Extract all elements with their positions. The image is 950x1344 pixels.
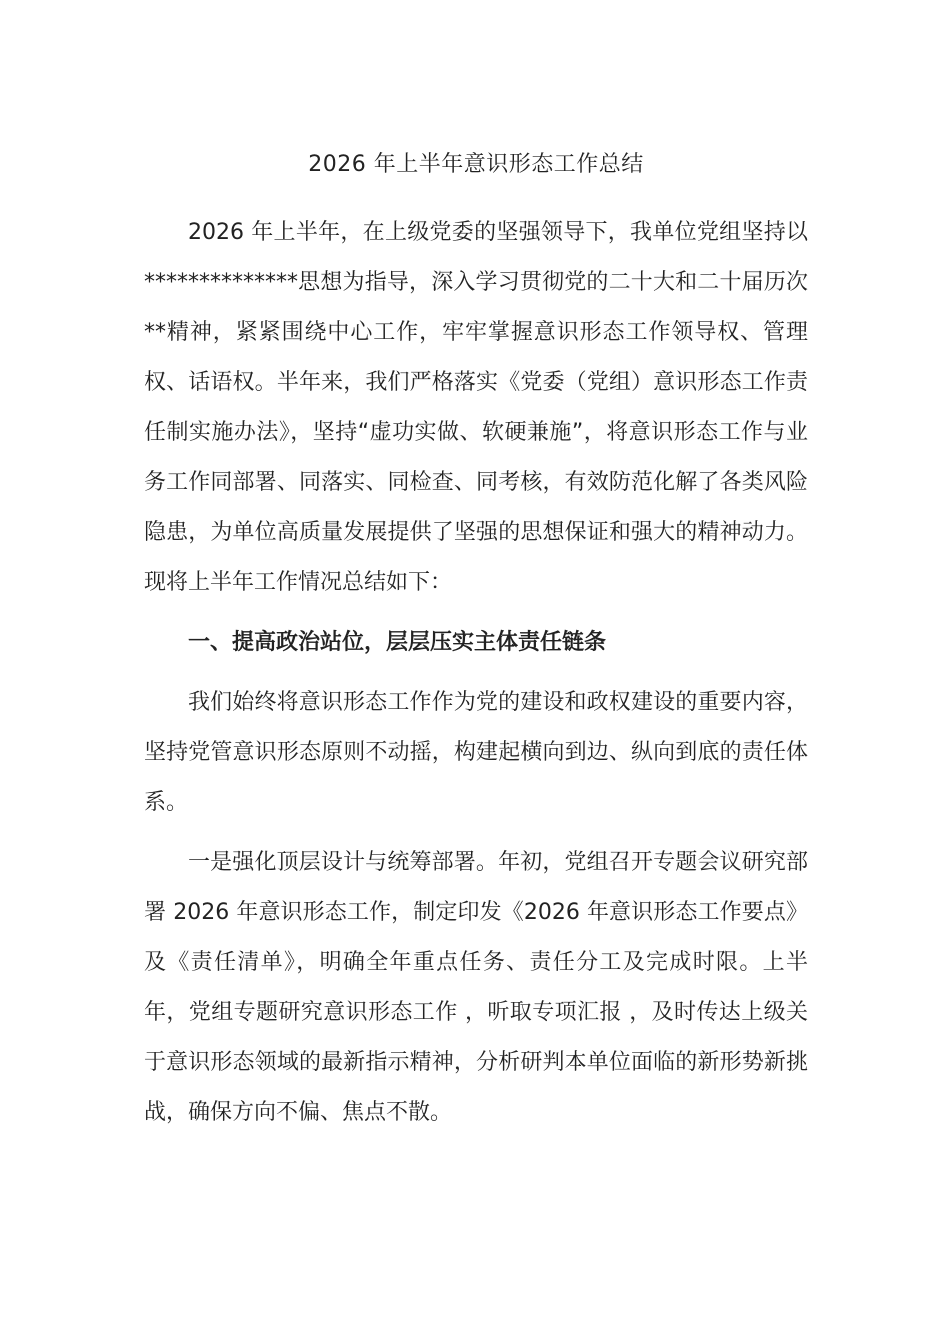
section-paragraph: 一是强化顶层设计与统筹部署。年初，党组召开专题会议研究部署 2026 年意识形态工作，制定印发《2026 年意识形态工作要点》及《责任清单》，明确全年重点任务、责任分工及完成时限。上半年，党组专题研究意识形态工作 ，听取专项汇报 ，及时传达上级关于意识形态领域的最新指示精神，分析研判本单位面临的新形势新挑战，确保方向不偏、焦点不散。 bbox=[144, 850, 808, 1125]
document-body bbox=[144, 140, 808, 1148]
section-heading: 一、提高政治站位，层层压实主体责任链条 bbox=[188, 630, 607, 655]
intro-paragraph: 2026 年上半年，在上级党委的坚强领导下，我单位党组坚持以**************思想为指导，深入学习贯彻党的二十大和二十届历次**精神，紧紧围绕中心工作，牢牢掌握意识形态工作领导权、管理权、话语权。半年来，我们严格落实《党委（党组）意识形态工作责任制实施办法》，坚持“虚功实做、软硬兼施”，将意识形态工作与业务工作同部署、同落实、同检查、同考核，有效防范化解了各类风险隐患，为单位高质量发展提供了坚强的思想保证和强大的精神动力。现将上半年工作情况总结如下： bbox=[144, 220, 808, 595]
document-title: 2026 年上半年意识形态工作总结 bbox=[308, 152, 644, 177]
section-paragraph: 我们始终将意识形态工作作为党的建设和政权建设的重要内容，坚持党管意识形态原则不动摇，构建起横向到边、纵向到底的责任体系。 bbox=[144, 690, 808, 815]
